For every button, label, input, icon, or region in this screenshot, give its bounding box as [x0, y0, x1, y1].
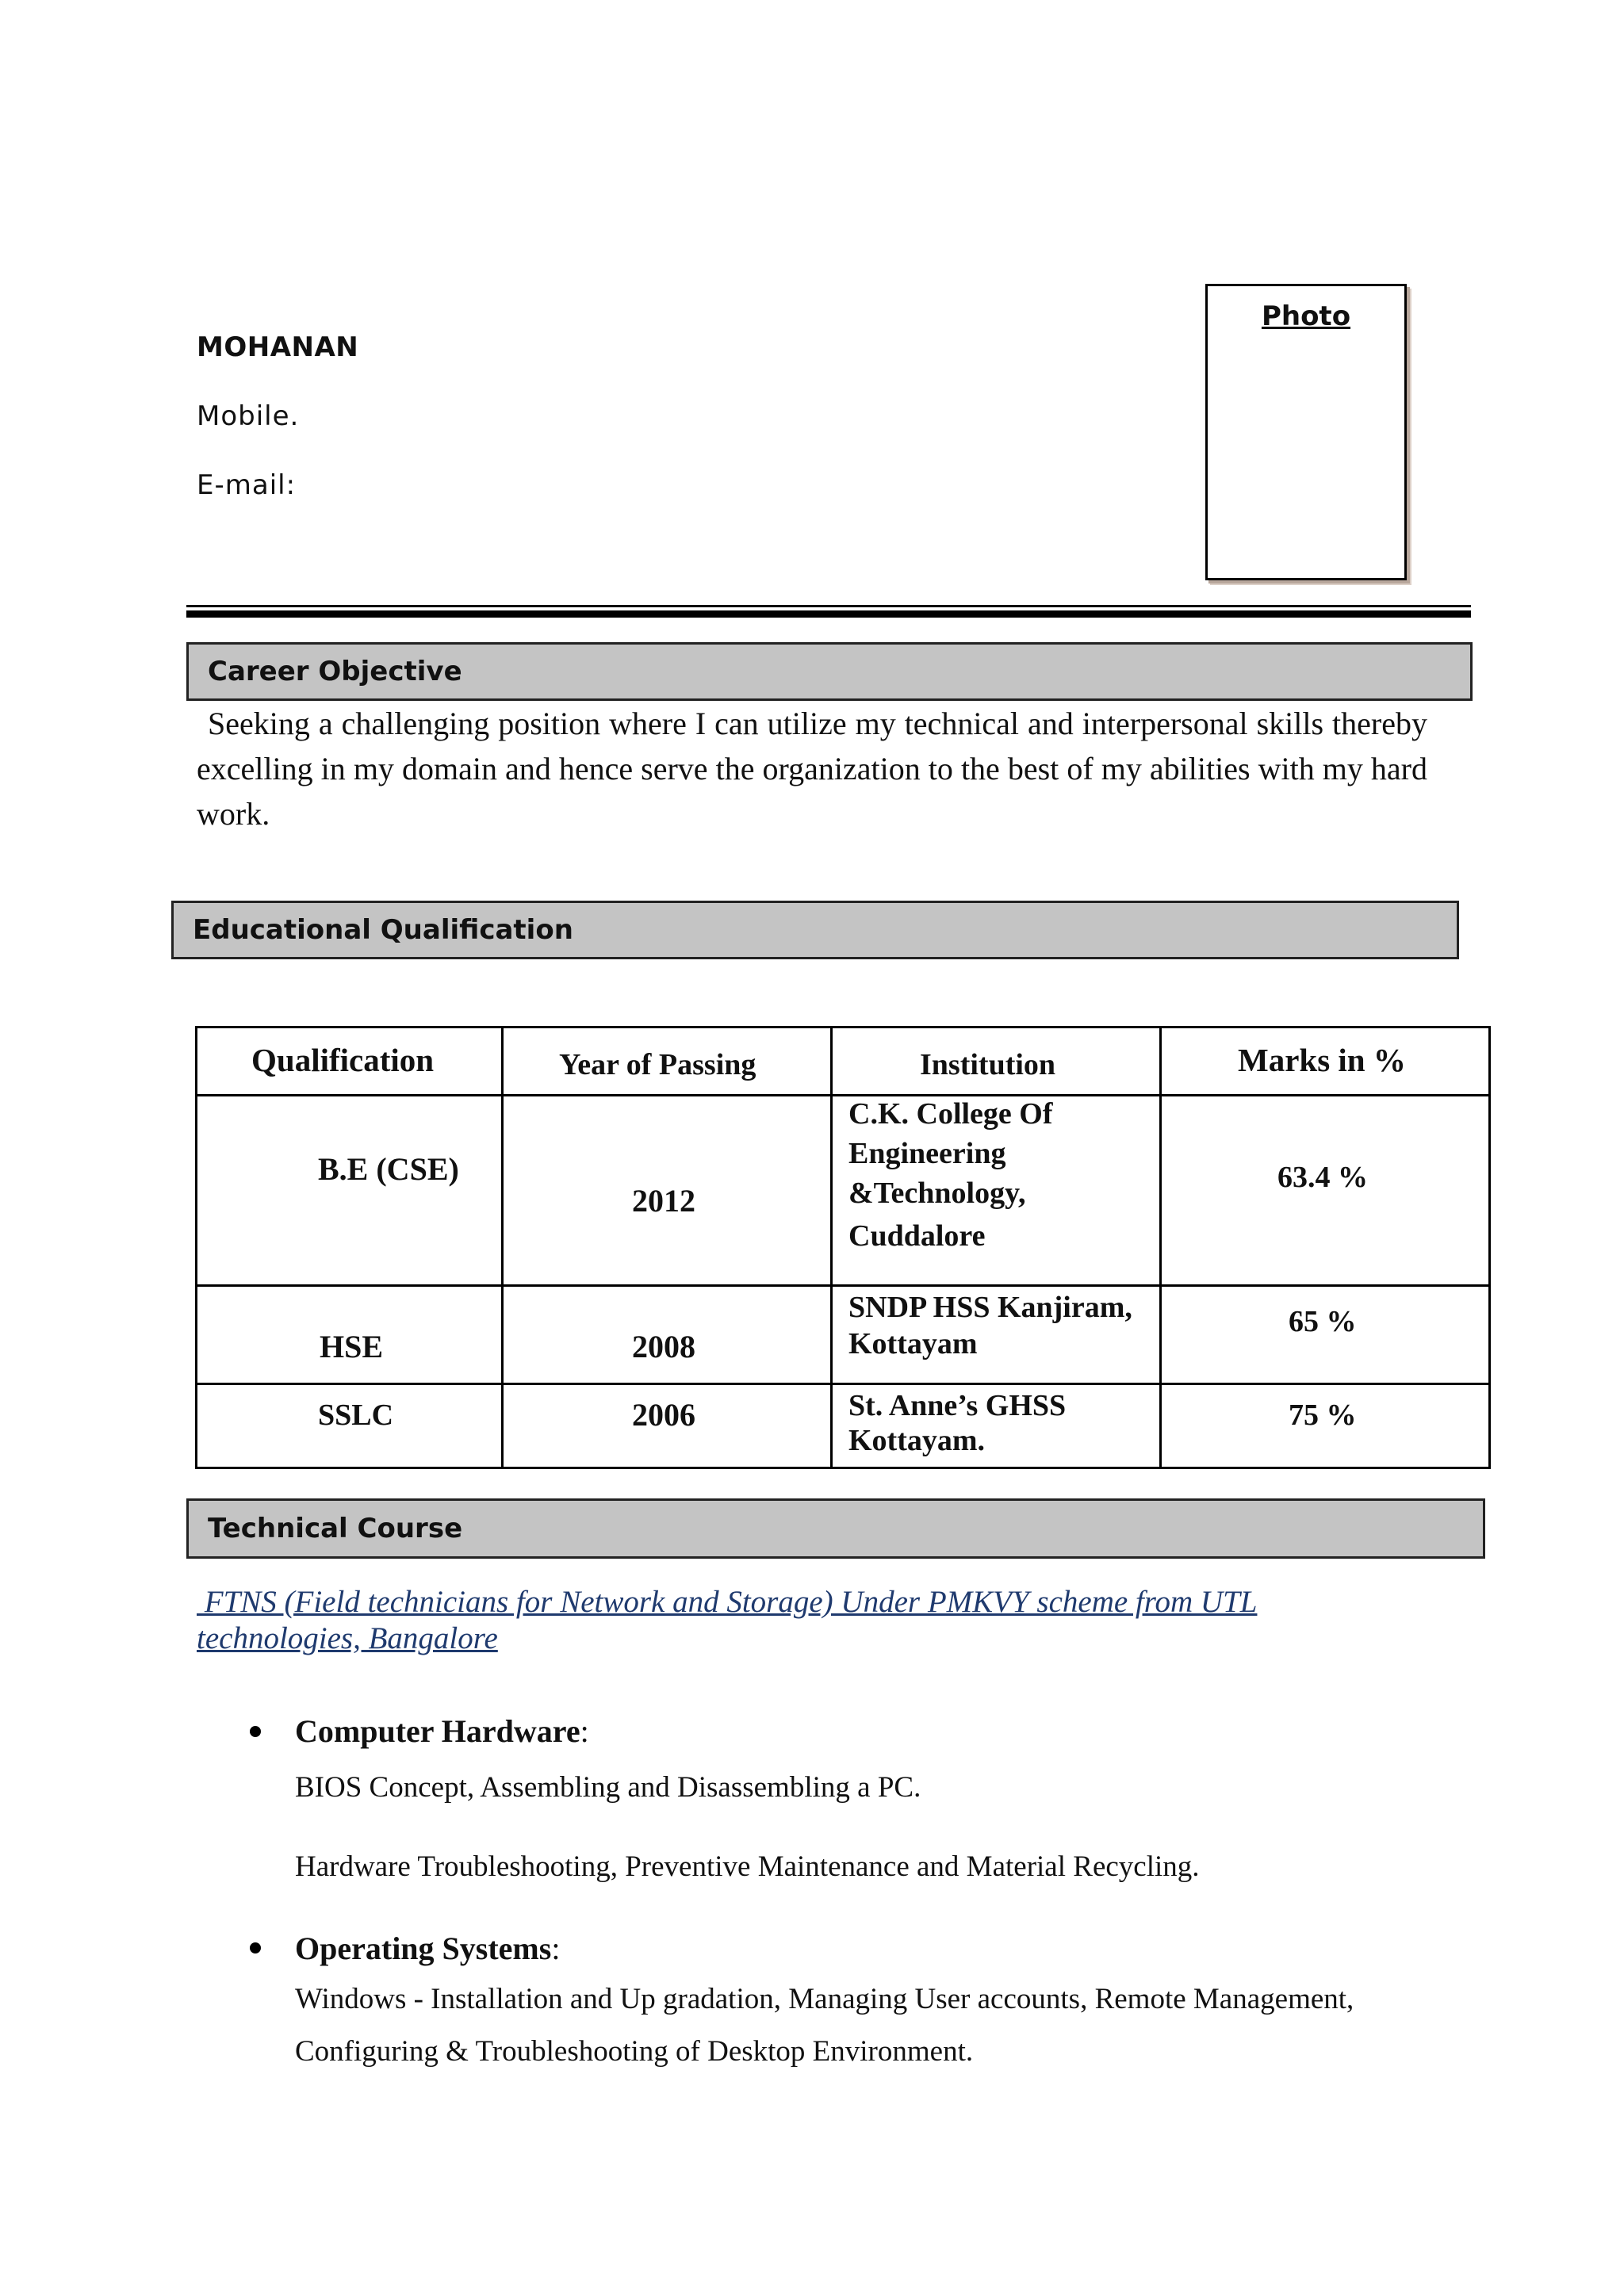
qualification-cell: B.E (CSE): [318, 1150, 459, 1187]
education-table: [195, 1026, 1491, 1469]
qualification-cell: SSLC: [318, 1398, 394, 1432]
marks-cell: 63.4 %: [1277, 1160, 1368, 1194]
year-cell: 2008: [632, 1328, 695, 1364]
table-header-row: [197, 1027, 1490, 1096]
institution-line: SNDP HSS Kanjiram,: [848, 1290, 1132, 1324]
skill-detail-line: Windows - Installation and Up gradation, Managing User accounts, Remote Management,: [295, 1983, 1354, 2015]
year-cell: 2012: [632, 1182, 695, 1219]
mobile-label: Mobile.: [197, 400, 300, 432]
email-label: E-mail:: [197, 469, 297, 501]
skill-heading-text: Computer Hardware: [295, 1713, 580, 1749]
marks-cell: 65 %: [1289, 1304, 1357, 1338]
table-row: [197, 1096, 1490, 1286]
header-divider-thin: [186, 605, 1471, 607]
applicant-name: MOHANAN: [197, 331, 359, 363]
column-header-year: Year of Passing: [559, 1047, 756, 1081]
header-divider-thick: [186, 610, 1471, 618]
year-cell: 2006: [632, 1396, 695, 1433]
skill-detail-line: BIOS Concept, Assembling and Disassembling a PC.: [295, 1771, 921, 1804]
institution-line: Cuddalore: [848, 1219, 986, 1253]
career-objective-heading: [186, 642, 1473, 701]
skill-heading-hardware: [295, 1712, 589, 1750]
course-line-1: FTNS (Field technicians for Network and Storage) Under PMKVY scheme from UTL: [197, 1585, 1258, 1619]
table-row: [197, 1384, 1490, 1468]
skill-detail-line: Hardware Troubleshooting, Preventive Maintenance and Material Recycling.: [295, 1850, 1200, 1883]
skill-detail-line: Configuring & Troubleshooting of Desktop Environment.: [295, 2035, 974, 2068]
career-objective-text: Seeking a challenging position where I can utilize my technical and interpersonal skills thereby excelling in my domain and hence serve the organization to the best of my abilities with my hard work.: [197, 706, 1427, 832]
bullet-icon: [250, 1942, 261, 1954]
column-header-institution: Institution: [920, 1047, 1056, 1081]
marks-cell: 75 %: [1289, 1398, 1357, 1432]
institution-line: Engineering: [848, 1136, 1006, 1170]
education-heading: [171, 901, 1459, 959]
institution-line: Kottayam: [848, 1326, 978, 1360]
table-row: [197, 1286, 1490, 1384]
photo-placeholder: [1205, 284, 1407, 580]
institution-line: Kottayam.: [848, 1423, 986, 1457]
technical-course-title: Technical Course: [208, 1513, 463, 1544]
column-header-marks: Marks in %: [1238, 1041, 1406, 1078]
bullet-icon: [250, 1726, 261, 1737]
course-description: [197, 1584, 1434, 1657]
career-objective-title: Career Objective: [208, 656, 462, 687]
skill-heading-text: Operating Systems: [295, 1931, 552, 1966]
technical-course-heading: [186, 1498, 1485, 1559]
institution-line: C.K. College Of: [848, 1096, 1053, 1131]
column-header-qualification: Qualification: [251, 1041, 435, 1078]
course-line-2: technologies, Bangalore: [197, 1621, 498, 1655]
skill-heading-os: [295, 1930, 560, 1967]
education-title: Educational Qualification: [193, 914, 573, 946]
photo-label: Photo: [1261, 300, 1351, 332]
skill-heading-suffix: :: [551, 1931, 561, 1966]
institution-line: St. Anne’s GHSS: [848, 1388, 1067, 1422]
skill-heading-suffix: :: [580, 1713, 589, 1749]
qualification-cell: HSE: [320, 1328, 384, 1364]
institution-line: &Technology,: [848, 1176, 1026, 1210]
